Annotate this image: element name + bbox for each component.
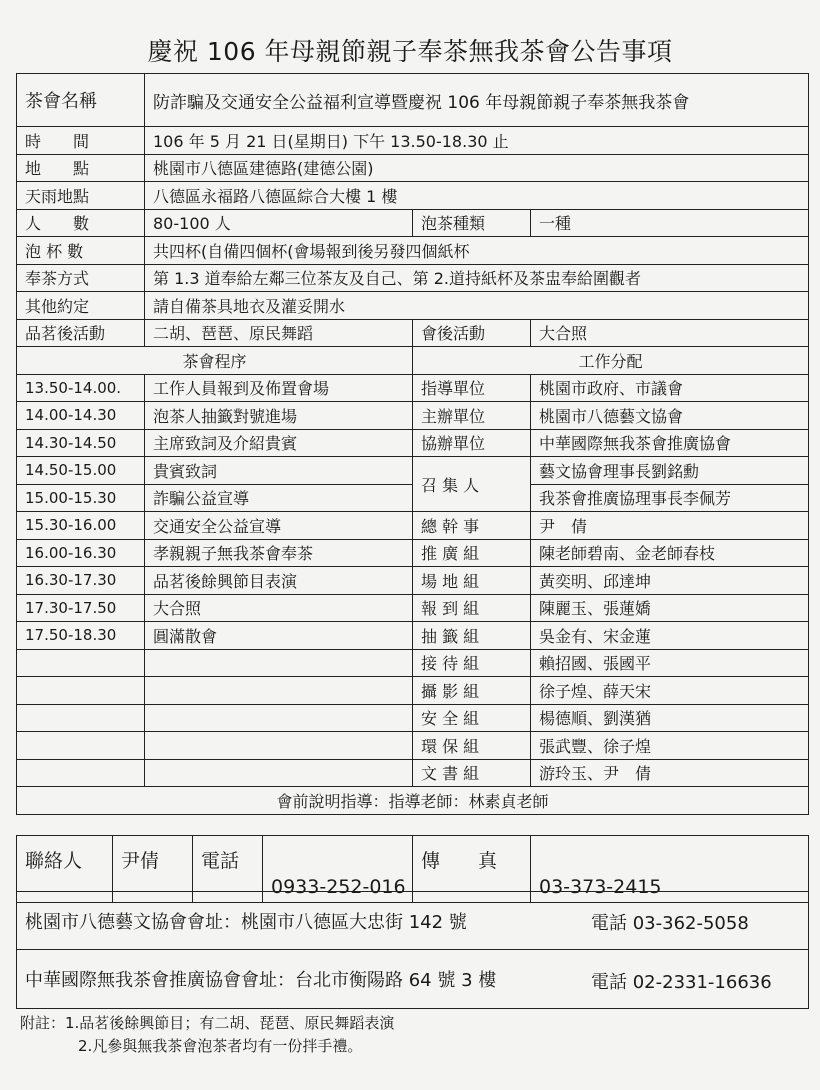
info-value: 八德區永福路八德區綜合大樓 1 樓 <box>145 182 809 210</box>
schedule-item <box>145 704 413 732</box>
info-label: 泡 杯 數 <box>17 237 145 265</box>
work-role: 抽 籤 組 <box>413 622 531 650</box>
work-role: 推 廣 組 <box>413 539 531 567</box>
schedule-time <box>17 732 145 760</box>
info-label: 人 數 <box>17 209 145 237</box>
info-row <box>17 237 809 265</box>
announcement-table <box>16 73 809 815</box>
info-value: 80-100 人 <box>145 209 413 237</box>
contact-phone: 0933-252-016 <box>263 836 413 903</box>
info-row <box>17 292 809 320</box>
info-value: 共四杯(自備四個杯(會場報到後另發四個紙杯 <box>145 237 809 265</box>
info-value: 一種 <box>531 209 809 237</box>
work-role: 協辦單位 <box>413 429 531 457</box>
work-role: 場 地 組 <box>413 567 531 595</box>
program-header: 茶會程序 <box>17 347 413 375</box>
phone-label: 電話 <box>193 836 263 903</box>
schedule-time <box>17 704 145 732</box>
schedule-item: 品茗後餘興節目表演 <box>145 567 413 595</box>
info-row <box>17 74 809 127</box>
schedule-item <box>145 759 413 787</box>
work-role: 文 書 組 <box>413 759 531 787</box>
info-label: 會後活動 <box>413 319 531 347</box>
work-role: 報 到 組 <box>413 594 531 622</box>
schedule-item: 詐騙公益宣導 <box>145 484 413 512</box>
work-role: 安 全 組 <box>413 704 531 732</box>
work-people: 桃園市政府、市議會 <box>531 374 809 402</box>
schedule-item: 泡茶人抽籤對號進場 <box>145 402 413 430</box>
schedule-row <box>17 402 809 430</box>
schedule-row <box>17 594 809 622</box>
work-people: 陳老師碧南、金老師春枝 <box>531 539 809 567</box>
contact-label: 聯絡人 <box>17 836 113 903</box>
info-label: 地 點 <box>17 154 145 182</box>
address-text: 桃園市八德藝文協會會址：桃園市八德區大忠街 142 號 <box>25 911 467 933</box>
schedule-row <box>17 622 809 650</box>
schedule-time: 16.30-17.30 <box>17 567 145 595</box>
work-role: 接 待 組 <box>413 649 531 677</box>
info-label: 時 間 <box>17 127 145 155</box>
schedule-time: 15.00-15.30 <box>17 484 145 512</box>
info-value: 防詐騙及交通安全公益福利宣導暨慶祝 106 年母親節親子奉茶無我茶會 <box>145 74 809 127</box>
schedule-time: 15.30-16.00 <box>17 512 145 540</box>
work-people: 我茶會推廣協理事長李佩芳 <box>531 484 809 512</box>
work-role: 攝 影 組 <box>413 677 531 705</box>
info-row <box>17 209 809 237</box>
footnotes <box>20 1012 394 1058</box>
schedule-row <box>17 539 809 567</box>
info-row <box>17 127 809 155</box>
work-people: 吳金有、宋金蓮 <box>531 622 809 650</box>
schedule-item: 孝親親子無我茶會奉茶 <box>145 539 413 567</box>
work-people: 中華國際無我茶會推廣協會 <box>531 429 809 457</box>
info-row <box>17 264 809 292</box>
work-people: 張武豐、徐子煌 <box>531 732 809 760</box>
schedule-time <box>17 677 145 705</box>
info-row <box>17 319 809 347</box>
schedule-time <box>17 759 145 787</box>
schedule-row <box>17 649 809 677</box>
schedule-section <box>17 347 809 815</box>
info-section <box>17 74 809 347</box>
work-people: 藝文協會理事長劉銘勳 <box>531 457 809 485</box>
info-label: 其他約定 <box>17 292 145 320</box>
address-row <box>17 950 809 1009</box>
info-value: 二胡、琶琶、原民舞蹈 <box>145 319 413 347</box>
schedule-item: 工作人員報到及佈置會場 <box>145 374 413 402</box>
info-label: 品茗後活動 <box>17 319 145 347</box>
schedule-time: 16.00-16.30 <box>17 539 145 567</box>
info-row <box>17 154 809 182</box>
section-header-row <box>17 347 809 375</box>
address-text: 中華國際無我茶會推廣協會會址：台北市衡陽路 64 號 3 樓 <box>25 970 497 991</box>
info-value: 106 年 5 月 21 日(星期日) 下午 13.50-18.30 止 <box>145 127 809 155</box>
fax-label: 傳 真 <box>413 836 531 903</box>
work-role: 主辦單位 <box>413 402 531 430</box>
schedule-item: 大合照 <box>145 594 413 622</box>
work-people: 賴招國、張國平 <box>531 649 809 677</box>
schedule-row <box>17 512 809 540</box>
schedule-time: 17.50-18.30 <box>17 622 145 650</box>
info-label: 天雨地點 <box>17 182 145 210</box>
schedule-row <box>17 374 809 402</box>
schedule-row <box>17 429 809 457</box>
schedule-item: 主席致詞及介紹貴賓 <box>145 429 413 457</box>
schedule-row <box>17 677 809 705</box>
work-people: 楊德順、劉漢猶 <box>531 704 809 732</box>
schedule-time: 14.30-14.50 <box>17 429 145 457</box>
address-phone: 電話 03-362-5058 <box>591 913 749 934</box>
address-phone: 電話 02-2331-16636 <box>591 972 772 993</box>
work-people: 尹 倩 <box>531 512 809 540</box>
info-label: 奉茶方式 <box>17 264 145 292</box>
info-label: 泡茶種類 <box>413 209 531 237</box>
schedule-row <box>17 759 809 787</box>
work-people: 徐子煌、薛天宋 <box>531 677 809 705</box>
schedule-row <box>17 567 809 595</box>
work-role: 指導單位 <box>413 374 531 402</box>
work-role: 總 幹 事 <box>413 512 531 540</box>
schedule-item <box>145 677 413 705</box>
schedule-time: 13.50-14.00. <box>17 374 145 402</box>
schedule-row <box>17 704 809 732</box>
briefing-text: 會前說明指導：指導老師：林素貞老師 <box>17 787 809 815</box>
work-header: 工作分配 <box>413 347 809 375</box>
briefing-row <box>17 787 809 815</box>
info-value: 請自備茶具地衣及灌妥開水 <box>145 292 809 320</box>
work-role: 環 保 組 <box>413 732 531 760</box>
footnote-line: 2.凡參與無我茶會泡茶者均有一份拌手禮。 <box>78 1037 363 1055</box>
contact-name: 尹倩 <box>113 836 193 903</box>
work-people: 黃奕明、邱達坤 <box>531 567 809 595</box>
info-row <box>17 182 809 210</box>
schedule-item: 圓滿散會 <box>145 622 413 650</box>
schedule-item: 貴賓致詞 <box>145 457 413 485</box>
schedule-time: 14.50-15.00 <box>17 457 145 485</box>
work-people: 游玲玉、尹 倩 <box>531 759 809 787</box>
schedule-item <box>145 732 413 760</box>
schedule-item: 交通安全公益宣導 <box>145 512 413 540</box>
info-value: 第 1.3 道奉給左鄰三位茶友及自己、第 2.道持紙杯及茶盅奉給圍觀者 <box>145 264 809 292</box>
address-row <box>17 892 809 950</box>
schedule-row <box>17 457 809 485</box>
work-role: 召 集 人 <box>413 457 531 512</box>
schedule-time <box>17 649 145 677</box>
schedule-item <box>145 649 413 677</box>
schedule-row <box>17 732 809 760</box>
address-table <box>16 891 809 1009</box>
footnote-line: 附註：1.品茗後餘興節目；有二胡、琵琶、原民舞蹈表演 <box>20 1014 395 1032</box>
work-people: 陳麗玉、張蓮嬌 <box>531 594 809 622</box>
page-title: 慶祝 106 年母親節親子奉茶無我茶會公告事項 <box>147 37 673 66</box>
info-value: 桃園市八德區建德路(建德公園) <box>145 154 809 182</box>
info-label: 茶會名稱 <box>17 74 145 127</box>
work-people: 桃園市八德藝文協會 <box>531 402 809 430</box>
contact-fax: 03-373-2415 <box>531 836 809 903</box>
schedule-time: 17.30-17.50 <box>17 594 145 622</box>
schedule-time: 14.00-14.30 <box>17 402 145 430</box>
info-value: 大合照 <box>531 319 809 347</box>
